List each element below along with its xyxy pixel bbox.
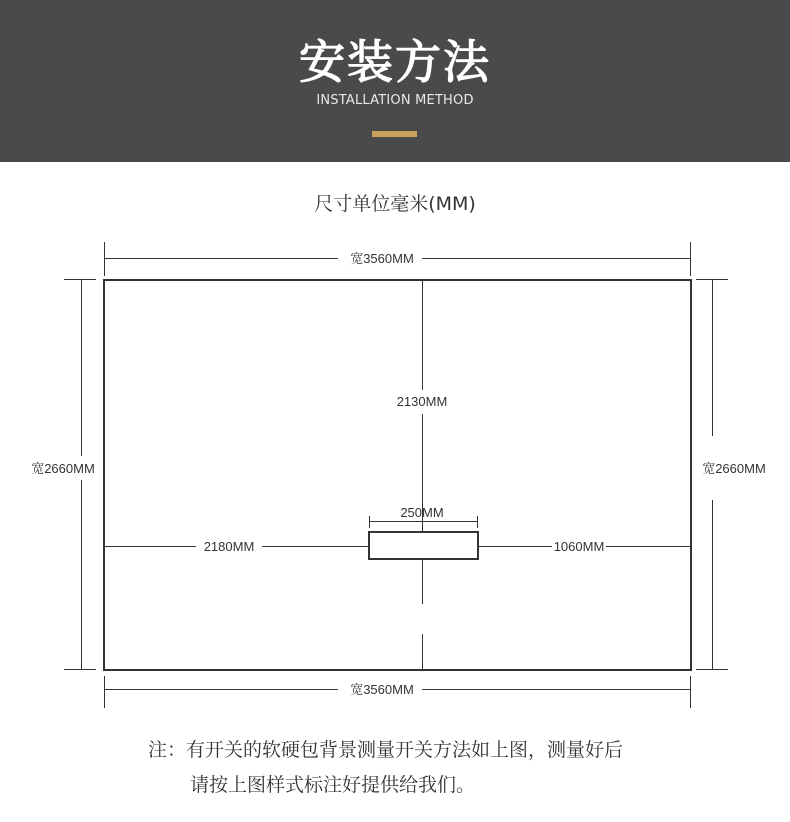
note-line-2: 请按上图样式标注好提供给我们。	[190, 774, 476, 796]
top-width-label: 宽3560MM	[350, 251, 414, 266]
unit-label: 尺寸单位毫米(MM)	[314, 193, 476, 215]
switch-width-label: 250MM	[400, 505, 444, 520]
top-distance-label: 2130MM	[396, 394, 448, 409]
left-distance-label: 2180MM	[203, 539, 255, 554]
page-subtitle: INSTALLATION METHOD	[316, 93, 474, 108]
page-title: 安装方法	[299, 35, 491, 89]
switch-box	[369, 532, 478, 559]
wall-outline	[104, 280, 691, 670]
left-height-label: 宽2660MM	[31, 461, 95, 476]
right-distance-label: 1060MM	[553, 539, 605, 554]
right-height-label: 宽2660MM	[702, 461, 766, 476]
bottom-width-label: 宽3560MM	[350, 682, 414, 697]
note-line-1: 注：有开关的软硬包背景测量开关方法如上图，测量好后	[148, 739, 624, 761]
